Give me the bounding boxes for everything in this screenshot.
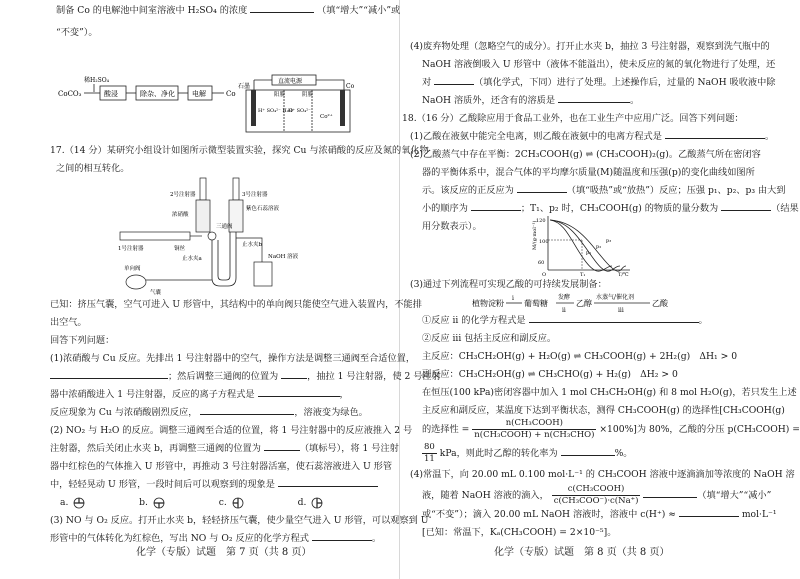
flow-step3: 电解 — [192, 90, 206, 98]
q18-part-4-a: (4)常温下，向 20.00 mL 0.100 mol·L⁻¹ 的 CH₃COOH 溶液中逐滴滴加等浓度的 NaOH 溶 — [410, 469, 795, 480]
answer-blank — [312, 540, 372, 541]
q17-note: 已知：挤压气囊，空气可进入 U 形管中，其结构中的单向阀只能使空气进入装置内，不能排 — [50, 299, 422, 310]
q18-part-2-e: 用分数表示）。 — [422, 221, 482, 232]
answer-blank — [278, 486, 378, 487]
flow-start: CoCO₃ — [58, 90, 82, 98]
route-step-ii-cond: 发酵 — [558, 294, 571, 301]
power-source: 直流电源 — [278, 78, 303, 85]
flow-product: Co — [226, 90, 236, 98]
part-4-line-b: NaOH 溶液倒吸入 U 形管中（液体不能溢出），使未反应的氮的氧化物进行了处理，还 — [422, 59, 776, 70]
selectivity-fraction: $\frac{\text{n(CH₃COOH)}}{\text{n(CH₃COOH) + n(CH₃CHO)}}$ — [474, 418, 595, 440]
option-b[interactable]: b. — [139, 497, 167, 508]
electrolysis-cell — [236, 74, 362, 134]
label-clamp-b: 止水夹b — [242, 242, 263, 248]
answer-blank — [258, 396, 340, 397]
q18-part-3: (3)通过下列流程可实现乙酸的可持续发展制备： — [410, 279, 607, 290]
label-valve: 三通阀 — [216, 224, 233, 230]
intro-line: 制备 Co 的电解池中间室溶液中 H₂SO₄ 的浓度 （填“增大”“减小”或 — [56, 5, 401, 16]
route-acetic-acid: 乙酸 — [652, 299, 668, 308]
route-step-i: i — [512, 295, 514, 302]
label-p3: p₃ — [606, 238, 612, 244]
graph-t1: T₁ — [580, 272, 586, 278]
apparatus-diagram — [116, 174, 299, 296]
graph-y-label: M/(g·mol⁻¹) — [532, 220, 538, 250]
valve-a-icon — [71, 497, 87, 509]
membrane-left: 阳膜 — [274, 92, 286, 98]
curve-p1 — [550, 220, 612, 271]
answer-blank — [643, 497, 697, 498]
part-1-line-a: (1)浓硝酸与 Cu 反应。先排出 1 号注射器中的空气，操作方法是调整三通阀至合适位置， — [50, 353, 416, 364]
q18-part-3-e: 在恒压(100 kPa)密闭容器中加入 1 mol CH₃CH₂OH(g) 和 8 mol H₂O(g)，若只发生上述 — [422, 387, 797, 398]
footer-page-8: 化学（专版）试题 第 8 页（共 8 页） — [494, 547, 670, 558]
option-a[interactable]: a. — [60, 497, 87, 508]
electrode-left: 石墨 — [238, 83, 251, 90]
graph-point-y: 100 — [539, 239, 549, 245]
q18-part-3-h: $\frac{80}{11}$ kPa，则此时乙醇的转化率为 %。 — [424, 442, 633, 464]
label-bulb: 气囊 — [150, 290, 162, 296]
q18-part-2-d: 小的顺序为 ；T₁、p₂ 时，CH₃COOH(g) 的物质的量分数为 （结果 — [422, 203, 799, 214]
route-starch: 植物淀粉 — [472, 299, 504, 308]
part-1-line-d: 反应现象为 Cu 与浓硝酸剧烈反应， ，溶液变为绿色。 — [50, 407, 368, 418]
pressure-fraction: $\frac{80}{11}$ — [424, 442, 435, 464]
main-reaction: 主反应：CH₃CH₂OH(g) + H₂O(g) ⇌ CH₃COOH(g) + 2H₂(g) ΔH₁ > 0 — [422, 351, 738, 362]
part-2-line-b: 注射器，然后关闭止水夹 b，再调整三通阀的位置为 （填标号），将 1 号注射 — [50, 443, 399, 454]
answer-blank — [529, 322, 699, 323]
graph-x-label: T/℃ — [618, 272, 629, 278]
q18-head: 18.（16 分）乙酸除应用于食品工业外，也在工业生产中应用广泛。回答下列问题： — [402, 113, 744, 124]
answer-blank — [50, 378, 168, 379]
answer-blank — [679, 516, 739, 517]
part-2-line-a: (2) NO₂ 与 H₂O 的反应。调整三通阀至合适的位置，将 1 号注射器中的反应液推入 2 号 — [50, 425, 413, 436]
answer-blank — [561, 455, 615, 456]
valve-options — [60, 494, 325, 511]
part-4-line-c: 对 （填化学式，下同）进行了处理。上述操作后，过量的 NaOH 吸收液中除 — [422, 77, 776, 88]
answer-blank — [665, 138, 765, 139]
q18-part-3-b: ②反应 iii 包括主反应和副反应。 — [422, 333, 557, 344]
process-flow — [54, 74, 264, 114]
valve-d-icon — [309, 497, 325, 509]
side-reaction: 副反应：CH₃CH₂OH(g) ⇌ CH₃CHO(g) + H₂(g) ΔH₂ > 0 — [422, 369, 678, 380]
graph-y-tick-bottom: 60 — [538, 260, 545, 266]
q17-head: 17.（14 分）某研究小组设计如图所示微型装置实验，探究 Cu 与浓硝酸的反应及氮的氧化物 — [50, 145, 429, 156]
label-litmus: 紫色石蕊溶液 — [246, 206, 280, 212]
label-copper: 铜丝 — [174, 246, 186, 252]
part-1-line-c: 器中浓硝酸进入 1 号注射器，反应的离子方程式是 ， — [50, 389, 349, 400]
answer-blank — [517, 192, 567, 193]
right-ions: Co²⁺ — [320, 114, 333, 120]
valve-b-icon — [151, 497, 167, 509]
route-step-iii-cond: 水蒸气/催化剂 — [596, 294, 635, 301]
part-3-line-b: 形管中的气体转化为红棕色，写出 NO 与 O₂ 反应的化学方程式 。 — [50, 533, 382, 544]
label-clamp-a: 止水夹a — [182, 256, 202, 262]
q18-part-2-b: 器的平衡体系中，混合气体的平均摩尔质量(M)随温度和压强(p)的变化曲线如图所 — [422, 167, 755, 178]
label-p2: p₂ — [596, 244, 602, 250]
q18-part-4-b: 液，随着 NaOH 溶液的滴入， $\frac{\text{c(CH₃COOH)}}{\text{c(CH₃COO⁻)·c(Na⁺)}}$ （填“增大”“减小” — [422, 484, 772, 506]
graph-origin: O — [542, 272, 547, 278]
route-glucose: 葡萄糖 — [524, 299, 548, 308]
answer-blank — [281, 378, 307, 379]
part-4-line-a: (4)废弃物处理（忽略空气的成分）。打开止水夹 b，抽拉 3 号注射器，观察到洗气瓶中的 — [410, 41, 770, 52]
answer-heading: 回答下列问题： — [50, 335, 115, 346]
answer-blank — [721, 210, 771, 211]
q18-part-2-c: 示。该反应的正反应为 （填“吸热”或“放热”）反应；压强 p₁、p₂、p₃ 由大到 — [422, 185, 786, 196]
label-syringe-1: 1号注射器 — [118, 246, 144, 252]
answer-blank — [250, 12, 314, 13]
curve-p2 — [550, 220, 620, 271]
q18-part-4-c: 或“不变”）；滴入 20.00 mL NaOH 溶液时，溶液中 c(H⁺) ≈ mol·L⁻¹ — [422, 509, 777, 520]
label-p1: p₁ — [586, 250, 592, 256]
q18-part-3-f: 主反应和副反应，某温度下达到平衡状态，测得 CH₃COOH(g) 的选择性[CH₃COOH(g) — [422, 405, 785, 416]
label-nitric-acid: 浓硝酸 — [172, 212, 189, 218]
route-step-iii: iii — [618, 307, 624, 314]
route-ethanol: 乙醇 — [576, 299, 592, 308]
electrode-right: Co — [346, 83, 355, 90]
middle-ions: H⁺ SO₄²⁻ — [288, 108, 311, 114]
answer-blank — [471, 210, 521, 211]
answer-blank — [264, 450, 300, 451]
answer-blank — [434, 84, 474, 85]
route-step-ii: ii — [562, 307, 566, 314]
label-syringe-3: 3号注射器 — [242, 192, 268, 198]
flow-step2: 除杂、净化 — [140, 90, 175, 98]
membrane-right: 阴膜 — [302, 92, 314, 98]
answer-blank — [558, 102, 630, 103]
q17-note-2: 出空气。 — [50, 317, 87, 328]
graph-y-tick-top: 120 — [536, 218, 546, 224]
flow-acid: 稀H₂SO₄ — [84, 77, 110, 84]
option-c[interactable]: c. — [219, 497, 246, 508]
flow-step1: 酸浸 — [104, 90, 118, 98]
q18-part-4-d: [已知：常温下，Kₐ(CH₃COOH) = 2×10⁻⁵]。 — [422, 527, 617, 538]
q17-head-2: 之间的相互转化。 — [56, 163, 130, 174]
q18-part-3-a: ①反应 ii 的化学方程式是 。 — [422, 315, 708, 326]
label-check-valve: 单向阀 — [124, 266, 141, 272]
part-1-line-b: ；然后调整三通阀的位置为 ，抽拉 1 号注射器，使 2 号注射 — [50, 368, 441, 385]
footer-page-7: 化学（专版）试题 第 7 页（共 8 页） — [136, 547, 312, 558]
left-ions: H⁺ SO₄²⁻ H₂O — [258, 108, 293, 114]
molar-mass-graph — [526, 214, 636, 278]
ratio-fraction: $\frac{\text{c(CH₃COOH)}}{\text{c(CH₃COO⁻)·c(Na⁺)}}$ — [553, 484, 639, 506]
page-8 — [400, 0, 800, 579]
q18-part-2-a: (2)乙酸蒸气中存在平衡：2CH₃COOH(g) ⇌ (CH₃COOH)₂(g)。乙酸蒸气所在密闭容 — [410, 149, 761, 160]
part-2-line-c: 器中红棕色的气体推入 U 形管中，再推动 3 号注射器活塞，使石蕊溶液进入 U 形管 — [50, 461, 393, 472]
option-d[interactable]: d. — [298, 497, 326, 508]
label-syringe-2: 2号注射器 — [170, 192, 196, 198]
intro-line-2: “不变”）。 — [56, 27, 98, 38]
part-2-line-d: 中，轻轻晃动 U 形管，一段时间后可以观察到的现象是 — [50, 476, 378, 493]
q18-part-3-g: 的选择性 = $\frac{\text{n(CH₃COOH)}}{\text{n(CH₃COOH) + n(CH₃CHO)}}$ ×100%]为 80%，乙酸的分压 p(CH₃COOH) = — [422, 418, 800, 440]
label-naoh: NaOH 溶液 — [268, 254, 299, 260]
answer-blank — [200, 414, 294, 415]
curve-p3 — [550, 220, 626, 271]
q18-part-1: (1)乙酸在液氨中能完全电离，则乙酸在液氨中的电离方程式是 。 — [410, 131, 774, 142]
part-4-line-d: NaOH 溶质外，还含有的溶质是 。 — [422, 95, 640, 106]
valve-c-icon — [230, 497, 246, 509]
part-3-line-a: (3) NO 与 O₂ 反应。打开止水夹 b，轻轻挤压气囊，使少量空气进入 U 形管，可以观察到 U — [50, 515, 429, 526]
